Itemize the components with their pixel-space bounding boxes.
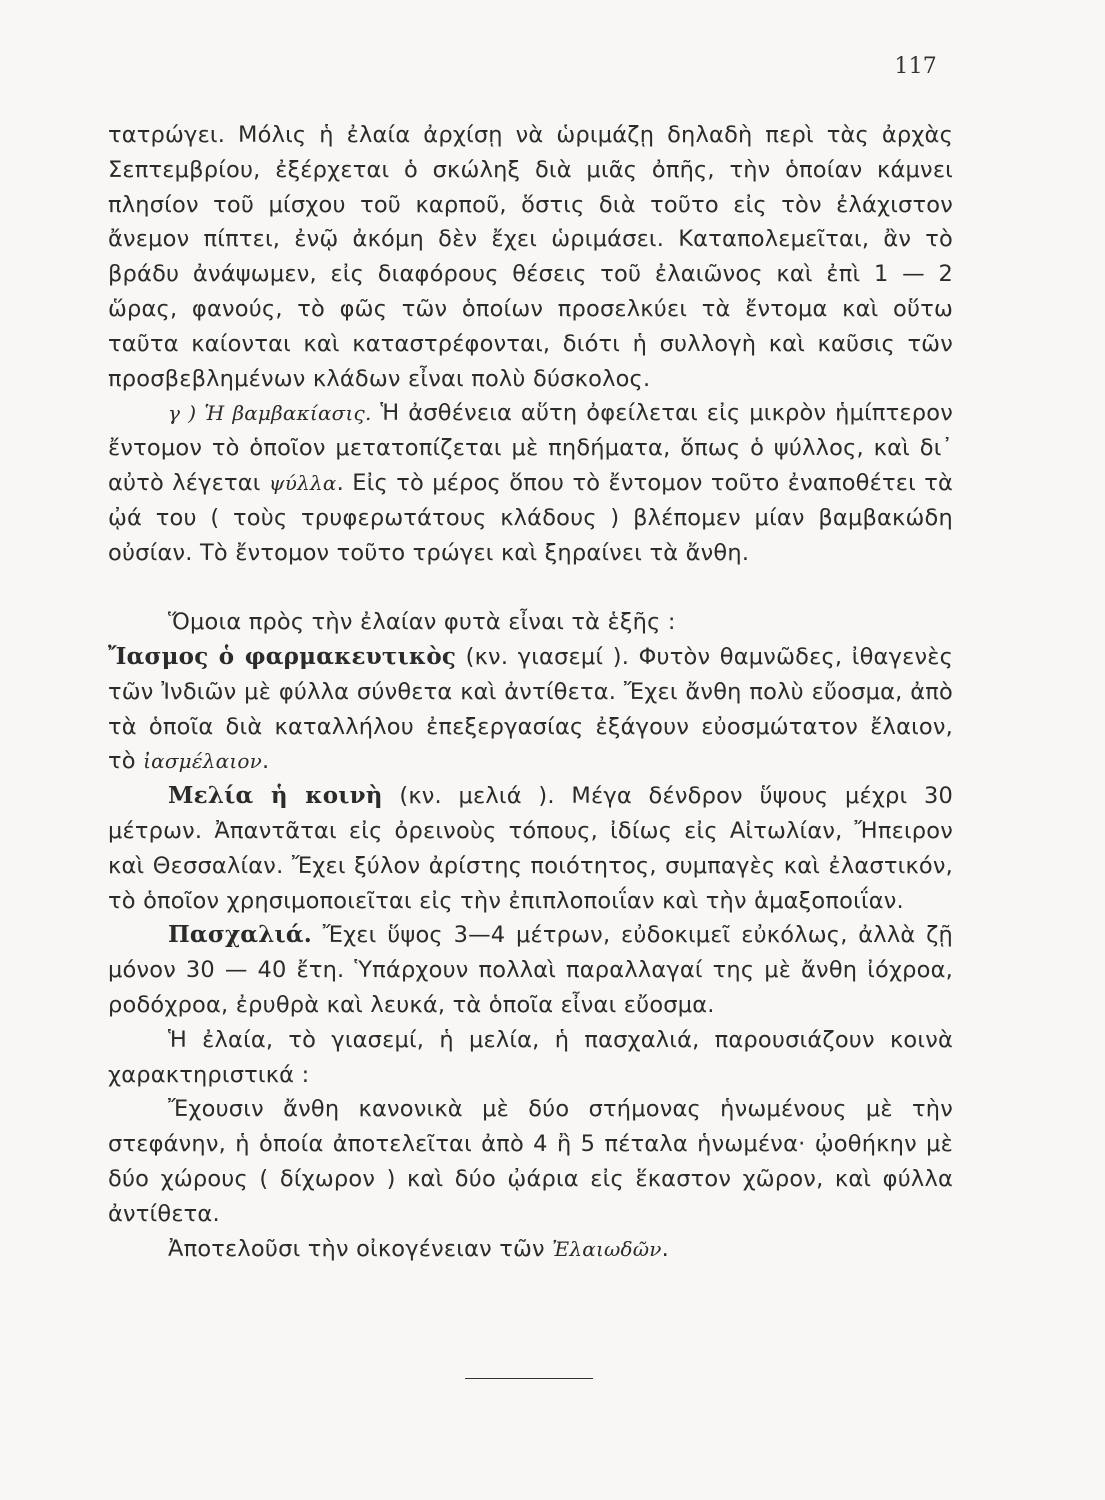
section-heading: γ ) Ἡ βαμβακίασις. [168, 401, 372, 426]
paragraph-olive-moth [108, 118, 953, 396]
paragraph-ash-tree [108, 779, 953, 918]
italic-term: Ἐλαιωδῶν [552, 1236, 662, 1261]
section-end-rule [465, 1378, 593, 1379]
italic-term: ψύλλα [268, 470, 337, 495]
page-number: 117 [894, 54, 937, 79]
paragraph-text: Ἀποτελοῦσι τὴν οἰκογένειαν τῶν [168, 1235, 553, 1262]
plant-name: Πασχαλιά. [168, 921, 312, 949]
plant-name: Μελία ἡ κοινὴ [168, 782, 383, 810]
paragraph-common-features [108, 1023, 953, 1093]
paragraph-text: . [262, 748, 270, 775]
paragraph-text: Ἡ ἀσθένεια αὕτη ὀφείλεται εἰς μικρὸν ἡμίπτερον ἔντομον τὸ ὁποῖον μετατοπίζεται μὲ πηδήματα, ὅπως ὁ ψύλλος, καὶ δι᾿ αὐτὸ λέγεται [108, 400, 953, 496]
paragraph-lilac [108, 918, 953, 1022]
paragraph-jasmine [108, 640, 953, 779]
paragraph-text: τατρώγει. Μόλις ἡ ἐλαία ἀρχίσῃ νὰ ὡριμάζῃ δηλαδὴ περὶ τὰς ἀρχὰς Σεπτεμβρίου, ἐξέρχεται ὁ σκώληξ διὰ μιᾶς ὀπῆς, τὴν ὁποίαν κάμνει πλησίον τοῦ μίσχου τοῦ καρποῦ, ὅστις διὰ τοῦτο εἰς τὸν ἐλάχιστον ἄνεμον πίπτει, ἐνῷ ἀκόμη δὲν ἔχει ὡριμάσει. Καταπολεμεῖται, ἂν τὸ βράδυ ἀνάψωμεν, εἰς διαφόρους θέσεις τοῦ ἐλαιῶνος καὶ ἐπὶ 1 — 2 ὥρας, φανούς, τὸ φῶς τῶν ὁποίων προσελκύει τὰ ἔντομα καὶ οὕτω ταῦτα καίονται καὶ καταστρέφονται, διότι ἡ συλλογὴ καὶ καῦσις τῶν προσβεβλημένων κλάδων εἶναι πολὺ δύσκολος. [108, 122, 953, 392]
paragraph-text: . Εἰς τὸ μέρος ὅπου τὸ ἔντομον τοῦτο ἐναποθέτει τὰ ᾠά του ( τοὺς τρυφερωτάτους κλάδους ) βλέπομεν μίαν βαμβακώδη οὐσίαν. Τὸ ἔντομον τοῦτο τρώγει καὶ ξηραίνει τὰ ἄνθη. [108, 469, 954, 566]
italic-term: ἰασμέλαιον [143, 749, 263, 774]
paragraph-text: Ἔχουσιν ἄνθη κανονικὰ μὲ δύο στήμονας ἡνωμένους μὲ τὴν στεφάνην, ἡ ὁποία ἀποτελεῖται ἀπὸ 4 ἢ 5 πέταλα ἡνωμένα· ᾠοθήκην μὲ δύο χώρους ( δίχωρον ) καὶ δύο ᾠάρια εἰς ἕκαστον χῶρον, καὶ φύλλα ἀντίθετα. [108, 1096, 953, 1227]
paragraph-similar-plants [108, 605, 953, 640]
paragraph-family [108, 1232, 953, 1267]
body-text [108, 118, 953, 1266]
plant-name: Ἴασμος ὁ φαρμακευτικὸς [108, 642, 457, 670]
paragraph-text: Ἔχει ὕψος 3—4 μέτρων, εὐδοκιμεῖ εὐκόλως, ἀλλὰ ζῇ μόνον 30 — 40 ἔτη. Ὑπάρχουν πολλαὶ παραλλαγαί της μὲ ἄνθη ἰόχροα, ροδόχροα, ἐρυθρὰ καὶ λευκά, τὰ ὁποῖα εἶναι εὔοσμα. [108, 922, 953, 1018]
spacer [108, 570, 953, 605]
paragraph-cotton-disease [108, 396, 953, 570]
paragraph-flower-structure [108, 1092, 953, 1231]
paragraph-text: . [661, 1235, 670, 1262]
paragraph-text: (κν. μελιά ). Μέγα δένδρον ὕψους μέχρι 30 μέτρων. Ἀπαντᾶται εἰς ὀρεινοὺς τόπους, ἰδίως εἰς Αἰτωλίαν, Ἤπειρον καὶ Θεσσαλίαν. Ἔχει ξύλον ἀρίστης ποιότητος, συμπαγὲς καὶ ἐλαστικόν, τὸ ὁποῖον χρησιμοποιεῖται εἰς τὴν ἐπιπλοποιΐαν καὶ τὴν ἁμαξοποιΐαν. [108, 783, 953, 914]
paragraph-text: Ἡ ἐλαία, τὸ γιασεμί, ἡ μελία, ἡ πασχαλιά, παρουσιάζουν κοινὰ χαρακτηριστικά : [108, 1026, 953, 1088]
paragraph-text: Ὅμοια πρὸς τὴν ἐλαίαν φυτὰ εἶναι τὰ ἑξῆς : [168, 609, 676, 636]
paragraph-text: (κν. γιασεμί ). Φυτὸν θαμνῶδες, ἰθαγενὲς τῶν Ἰνδιῶν μὲ φύλλα σύνθετα καὶ ἀντίθετα. Ἔχει ἄνθη πολὺ εὔοσμα, ἀπὸ τὰ ὁποῖα διὰ καταλλήλου ἐπεξεργασίας ἐξάγουν εὐοσμώτατον ἔλαιον, τὸ [108, 643, 953, 775]
